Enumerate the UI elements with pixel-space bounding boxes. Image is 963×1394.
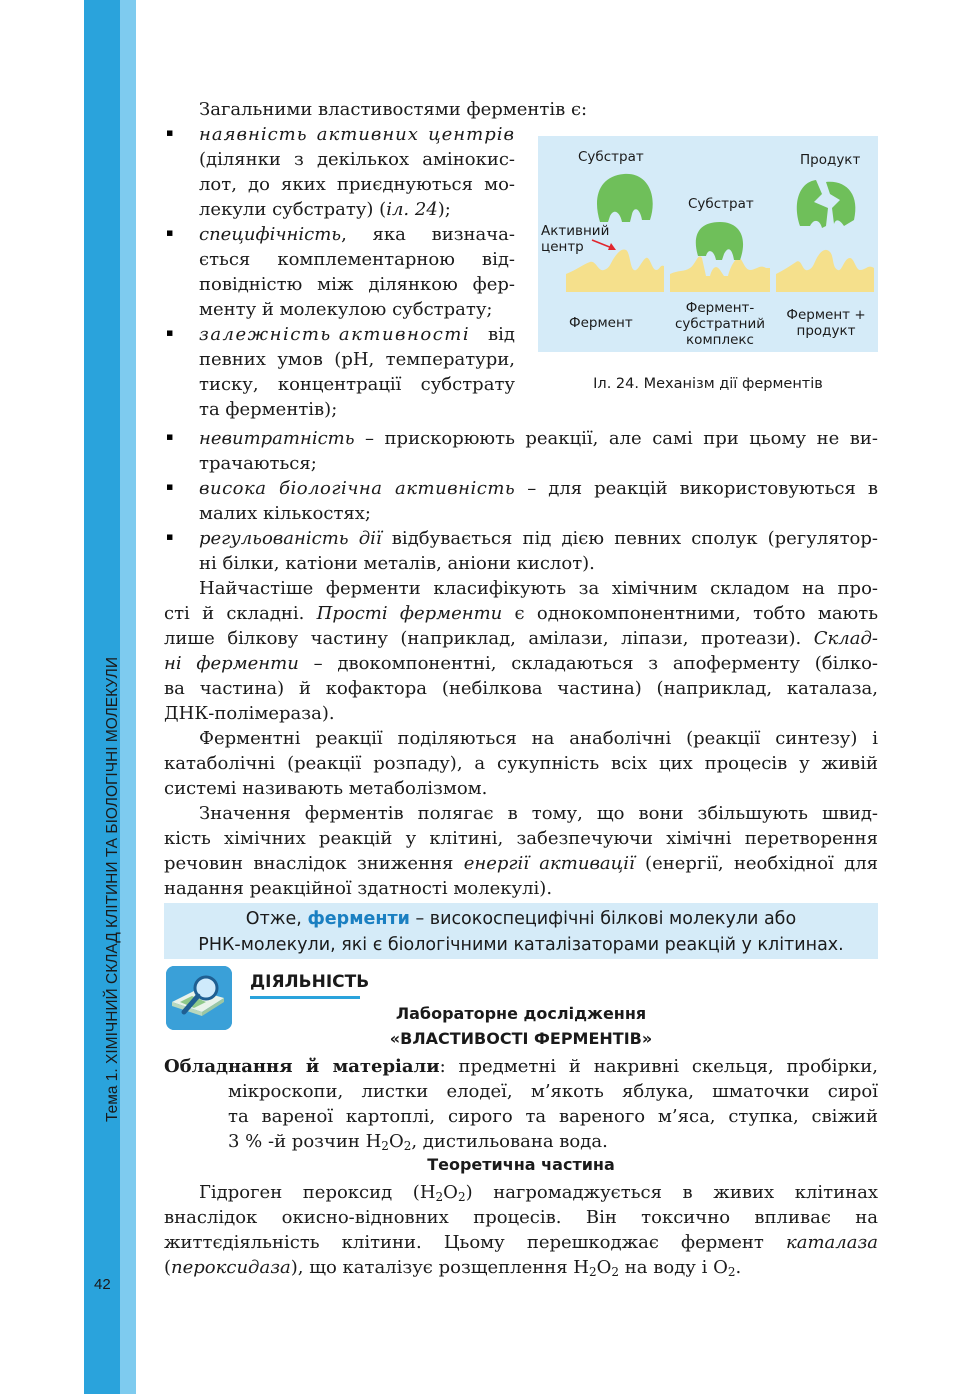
bullet-2-line: менту й молекулою субстрату; [199, 299, 493, 320]
chapter-label: Тема 1. ХІМІЧНИЙ СКЛАД КЛІТИНИ ТА БІОЛОГІЧНІ МОЛЕКУЛИ [104, 657, 121, 1122]
enzyme-shape [670, 256, 770, 292]
para2-line: Ферментні реакції поділяються на анаболічні (реакції синтезу) і [199, 728, 878, 749]
theory-line: (пероксидаза), що каталізує розщеплення $H_2O_2$ на воду і $O_2$. [164, 1257, 742, 1279]
intro-text: Загальними властивостями ферментів є: [199, 99, 588, 120]
para3-line: надання реакційної здатності молекулі). [164, 878, 553, 899]
enzyme-shape [776, 250, 874, 292]
bullet-3-line: тиску, концентрації субстрату [199, 374, 515, 395]
page-number: 42 [94, 1276, 111, 1293]
substrate-shape [597, 174, 653, 222]
bullet-6-first: регульованість дії відбувається під дією певних сполук (регулятор- [199, 528, 879, 549]
para1-line: ва частина) й кофактора (небілкова частина) (наприклад, каталаза, [164, 678, 878, 699]
bullet-1-line: лот, до яких приєднуються мо- [199, 174, 515, 195]
para2-line: катаболічні (реакції розпаду), а сукупність всіх цих процесів у живій [164, 753, 878, 774]
bullet-marker: ▪ [166, 226, 174, 239]
bullet-5-line: малих кількостях; [199, 503, 371, 524]
activity-underline [250, 996, 360, 999]
bullet-marker: ▪ [166, 430, 174, 443]
bullet-marker: ▪ [166, 480, 174, 493]
bullet-3-line: та ферментів); [199, 399, 338, 420]
summary-line-2: РНК-молекули, які є біологічними каталізаторами реакцій у клітинах. [198, 935, 844, 955]
enzyme-shape [566, 249, 664, 292]
bullet-4-first: невитратність – прискорюють реакції, але самі при цьому не ви- [199, 428, 878, 449]
theory-line: внаслідок окисно-відновних процесів. Він токсично впливає на [164, 1207, 878, 1228]
substrate-shape [696, 222, 743, 260]
sidebar-inner-band [120, 0, 136, 1394]
bullet-4-line: трачаються; [199, 453, 317, 474]
enzyme-label: Фермент [569, 315, 633, 331]
lab-title: Лабораторне дослідження [395, 1004, 647, 1023]
equipment-line: 3 % -й розчин $H_2O_2$, дистильована вода. [228, 1131, 608, 1153]
product-label: Продукт [800, 152, 861, 168]
equipment-line: Обладнання й матеріали: предметні й накривні скельця, пробірки, [164, 1056, 878, 1077]
summary-box [164, 903, 878, 959]
para3-line: речовин внаслідок зниження енергії активації (енергії, необхідної для [164, 853, 878, 874]
para3-line: Значення ферментів полягає в тому, що вони збільшують швид- [199, 803, 878, 824]
theory-line: життєдіяльність клітини. Цьому перешкоджає фермент каталаза [164, 1232, 878, 1253]
bullet-6-line: ні білки, катіони металів, аніони кислот). [199, 553, 595, 574]
active-center-label: Активний центр [541, 223, 610, 255]
summary-line-1: Отже, ферменти – високоспецифічні білкові молекули або [245, 909, 797, 929]
enzyme-mechanism-figure [538, 136, 878, 352]
bullet-marker: ▪ [166, 326, 174, 339]
bullet-3-line: певних умов (рН, температури, [199, 349, 515, 370]
bullet-1-line: лекули субстрату) (іл. 24); [199, 199, 451, 220]
lab-subtitle: «ВЛАСТИВОСТІ ФЕРМЕНТІВ» [389, 1029, 653, 1048]
para1-line: Найчастіше ферменти класифікують за хімічним складом на про- [199, 578, 878, 599]
enzyme-product-label: Фермент + продукт [786, 307, 866, 339]
bullet-marker: ▪ [166, 126, 174, 139]
substrate-label: Субстрат [578, 149, 644, 165]
complex-label: Фермент- субстратний комплекс [674, 300, 766, 348]
activity-title: ДІЯЛЬНІСТЬ [250, 972, 370, 992]
product-shape [826, 182, 855, 226]
bullet-5-first: висока біологічна активність – для реакцій використовуються в [199, 478, 878, 499]
bullet-2-first: специфічність, яка визнача- [199, 224, 515, 245]
para1-line: сті й складні. Прості ферменти є однокомпонентними, тобто мають [164, 603, 878, 624]
para1-line: ДНК-полімераза). [164, 703, 335, 724]
substrate-label: Субстрат [688, 196, 754, 212]
equipment-line: та вареної картоплі, сирого та вареного м’яса, ступка, свіжий [228, 1106, 878, 1127]
theory-title: Теоретична частина [427, 1155, 615, 1174]
theory-line: Гідроген пероксид $(H_2O_2)$ нагромаджується в живих клітинах [199, 1182, 878, 1204]
bullet-1-term: наявність активних центрів [199, 124, 515, 145]
bullet-1-line: (ділянки з декількох амінокис- [199, 149, 515, 170]
product-shape [797, 180, 828, 228]
bullet-marker: ▪ [166, 530, 174, 543]
bullet-3-first: залежність активності від [199, 324, 515, 345]
figure-caption: Іл. 24. Механізм дії ферментів [593, 376, 823, 392]
bullet-2-line: ється комплементарною від- [199, 249, 515, 270]
para3-line: кість хімічних реакцій у клітині, забезпечуючи хімічні перетворення [164, 828, 878, 849]
equipment-line: мікроскопи, листки елодеї, м’якоть яблука, шматочки сирої [228, 1081, 878, 1102]
bullet-2-line: повідністю між ділянкою фер- [199, 274, 515, 295]
para1-line: лише білкову частину (наприклад, амілази, ліпази, протеази). Склад- [164, 628, 878, 649]
para2-line: системі називають метаболізмом. [164, 778, 488, 799]
para1-line: ні ферменти – двокомпонентні, складаються з апоферменту (білко- [164, 653, 878, 674]
